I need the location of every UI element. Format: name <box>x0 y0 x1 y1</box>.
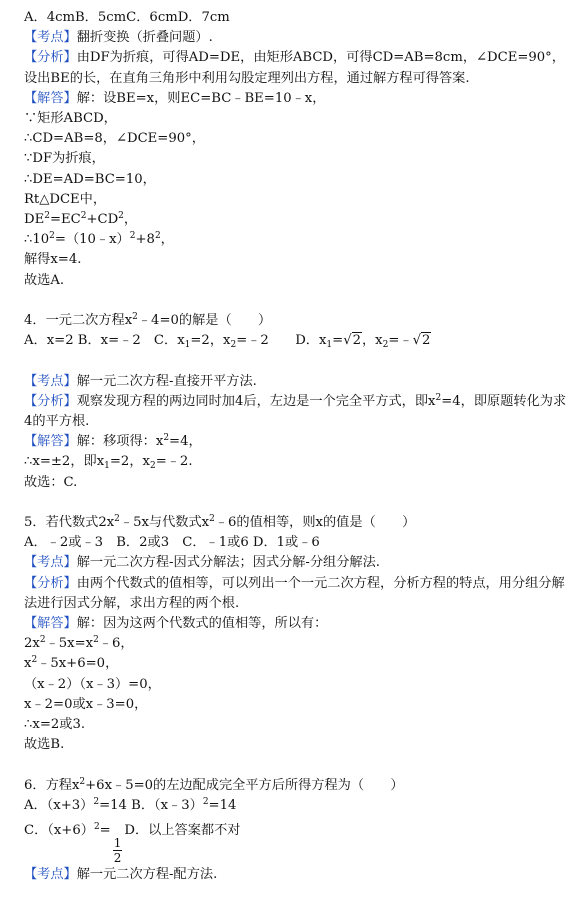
jieda-tag: 【解答】 <box>24 616 77 632</box>
solution-step: x﹣2=0或x﹣3=0， <box>24 696 148 712</box>
math-text: ﹣6， <box>98 636 134 652</box>
kaodian-line <box>24 865 573 885</box>
option-text: =﹣2 D．x <box>236 333 327 349</box>
exponent: 2 <box>79 776 86 787</box>
option-text: A．（x+3） <box>24 797 94 813</box>
question-text: ﹣6的值相等，则x的值是（ ） <box>214 515 416 531</box>
fraction <box>113 836 123 865</box>
jieda-line <box>24 614 573 634</box>
solution-step: ∵DF为折痕， <box>24 151 105 167</box>
question-text: 4．一元二次方程x <box>24 313 133 329</box>
kaodian-text: 解一元二次方程-因式分解法；因式分解-分组分解法. <box>76 555 380 571</box>
exponent: 2 <box>154 231 161 242</box>
solution-step: ∵矩形ABCD， <box>24 111 117 127</box>
math-text: ﹣5x=x <box>45 636 94 652</box>
subscript: 2 <box>149 461 156 472</box>
exponent: 2 <box>163 433 170 444</box>
solution-step: ∴x=2或3. <box>24 717 86 733</box>
subscript: 1 <box>104 461 110 472</box>
option-text: =2，x <box>190 333 231 349</box>
math-text: =﹣2. <box>155 454 193 470</box>
question-text: ﹣4=0的解是（ ） <box>137 313 272 329</box>
solution-step: ∴CD=AB=8，∠DCE=90°， <box>24 131 205 147</box>
sqrt-symbol: √2 <box>412 333 431 349</box>
solution-step: 故选：C. <box>24 474 78 490</box>
option-text: = <box>332 333 344 349</box>
exponent: 2 <box>129 231 136 242</box>
question-6 <box>24 776 573 796</box>
fenxi-text: 观察发现方程的两边同时加4后，左边是一个完全平方式，即x <box>76 393 436 409</box>
math-text: 2x <box>24 636 40 652</box>
solution-step <box>24 210 573 230</box>
solution-step: 故选B. <box>24 737 65 753</box>
jieda-text: 解：因为这两个代数式的值相等，所以有： <box>76 616 328 632</box>
kaodian-tag: 【考点】 <box>24 867 77 883</box>
question-text: 5．若代数式2x <box>24 515 115 531</box>
solution-step <box>24 634 573 654</box>
question-6-options-cd <box>24 816 573 865</box>
jieda-line <box>24 89 573 109</box>
question-text: 6．方程x <box>24 777 80 793</box>
question-5-options: A．﹣2或﹣3 B．2或3 C．﹣1或6 D．1或﹣6 <box>24 535 320 551</box>
solution-step: Rt△DCE中， <box>24 191 107 207</box>
option-text: D．以上答案都不对 <box>124 823 241 839</box>
radicand: 2 <box>352 333 361 349</box>
kaodian-tag: 【考点】 <box>24 30 77 46</box>
option-text: =14 B．（x﹣3） <box>99 797 203 813</box>
exponent: 2 <box>39 635 46 646</box>
exponent: 2 <box>93 796 100 807</box>
solution-step <box>24 452 573 472</box>
jieda-line <box>24 432 573 452</box>
question-6-options-ab <box>24 796 573 816</box>
question-5 <box>24 513 573 533</box>
subscript: 1 <box>326 340 333 351</box>
exponent: 2 <box>132 312 138 323</box>
exponent: 2 <box>202 796 209 807</box>
exponent: 2 <box>31 655 38 666</box>
math-text: +8 <box>135 232 155 248</box>
fenxi-tag: 【分析】 <box>24 50 77 66</box>
kaodian-tag: 【考点】 <box>24 373 77 389</box>
math-text: DE <box>24 212 45 228</box>
solution-step: 解得x=4. <box>24 252 82 268</box>
fenxi-text: =4，即原题转化为求4的平方根. <box>24 393 567 430</box>
solution-step <box>24 230 573 250</box>
solution-step: 故选A. <box>24 272 65 288</box>
jieda-text: 解：设BE=x，则EC=BC﹣BE=10﹣x， <box>76 90 326 106</box>
option-text: C．（x+6） <box>24 823 94 839</box>
option-text: =﹣ <box>388 333 413 349</box>
jieda-text: 解：移项得：x <box>76 434 164 450</box>
solution-step <box>24 654 573 674</box>
jieda-text: =4， <box>169 434 202 450</box>
exponent: 2 <box>93 635 99 646</box>
radicand: 2 <box>422 333 431 349</box>
exponent: 2 <box>118 211 124 222</box>
fenxi-tag: 【分析】 <box>24 575 77 591</box>
kaodian-text: 解一元二次方程-配方法. <box>76 867 218 883</box>
math-text: ， <box>123 212 138 228</box>
fraction-denominator: 2 <box>113 851 122 866</box>
math-text: =（10﹣x） <box>54 232 130 248</box>
question-text: ﹣5x与代数式x <box>119 515 210 531</box>
solution-step: （x﹣2）（x﹣3）=0， <box>24 676 161 692</box>
jieda-tag: 【解答】 <box>24 434 77 450</box>
fenxi-text: 由DF为折痕，可得AD=DE，由矩形ABCD，可得CD=AB=8cm，∠DCE=90°，设出BE的长，在直角三角形中利用勾股定理列出方程，通过解方程可得答案. <box>24 50 565 86</box>
sqrt-symbol: √2 <box>343 333 361 349</box>
math-text: ∴10 <box>24 232 50 248</box>
exponent: 2 <box>49 231 55 242</box>
kaodian-text: 解一元二次方程-直接开平方法. <box>76 373 257 389</box>
kaodian-line <box>24 28 573 48</box>
math-text: =EC <box>49 212 81 228</box>
fenxi-paragraph <box>24 48 573 88</box>
kaodian-line <box>24 372 573 392</box>
subscript: 2 <box>382 340 389 351</box>
subscript: 1 <box>184 340 191 351</box>
math-text: ∴x=±2，即x <box>24 454 105 470</box>
exponent: 2 <box>93 822 100 833</box>
jieda-tag: 【解答】 <box>24 90 77 106</box>
exponent: 2 <box>44 211 50 222</box>
option-text: = <box>99 823 111 839</box>
kaodian-tag: 【考点】 <box>24 555 77 571</box>
question-text: +6x﹣5=0的左边配成完全平方后所得方程为（ ） <box>85 777 404 793</box>
option-text: ，x <box>361 333 383 349</box>
options-line: A．4cmB．5cmC．6cmD．7cm <box>24 10 230 25</box>
exponent: 2 <box>80 211 87 222</box>
option-text: A．x=2 B．x=﹣2 C．x <box>24 333 185 349</box>
exponent: 2 <box>435 392 442 403</box>
solution-step: ∴DE=AD=BC=10， <box>24 171 156 187</box>
question-4 <box>24 311 573 331</box>
fenxi-tag: 【分析】 <box>24 393 77 409</box>
math-text: +CD <box>86 212 119 228</box>
exponent: 2 <box>209 514 215 525</box>
fenxi-text: 由两个代数式的值相等，可以列出一个一元二次方程，分析方程的特点，用分组分解法进行因式分解，求出方程的两个根. <box>24 575 565 611</box>
kaodian-line <box>24 553 573 573</box>
math-text: =2，x <box>109 454 150 470</box>
fenxi-paragraph <box>24 574 573 614</box>
math-text: ﹣5x+6=0， <box>37 656 119 672</box>
subscript: 2 <box>230 340 237 351</box>
fraction-numerator: 1 <box>113 836 122 851</box>
exponent: 2 <box>114 514 120 525</box>
math-text: x <box>24 656 32 672</box>
math-text: ， <box>160 232 174 248</box>
kaodian-text: 翻折变换（折叠问题）. <box>76 30 213 46</box>
question-4-options <box>24 331 573 351</box>
fenxi-paragraph <box>24 392 573 432</box>
option-text: =14 <box>208 797 237 813</box>
